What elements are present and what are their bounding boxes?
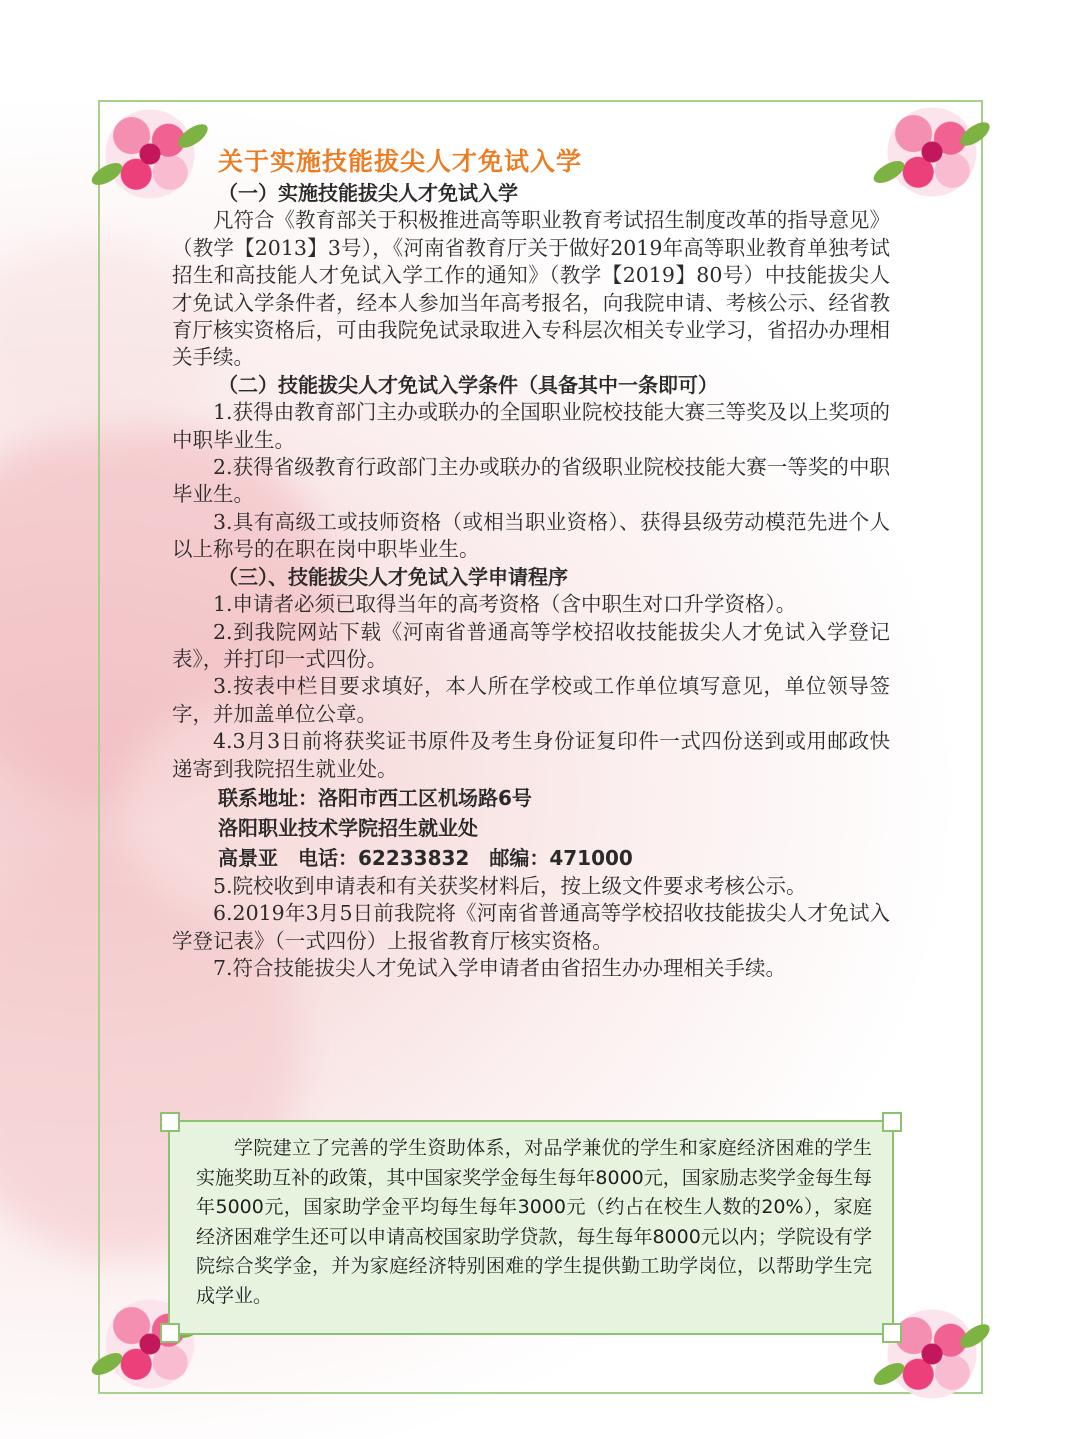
procedure-item: 3.按表中栏目要求填好，本人所在学校或工作单位填写意见，单位领导签字，并加盖单位公章。 <box>172 674 890 726</box>
section1-heading: （一）实施技能拔尖人才免试入学 <box>218 181 518 205</box>
financial-aid-box <box>168 1120 894 1335</box>
contact-person: 高景亚 电话：62233832 邮编：471000 <box>218 845 633 870</box>
rose-top-right-icon <box>886 106 978 198</box>
condition-item: 2.获得省级教育行政部门主办或联办的省级职业院校技能大赛一等奖的中职毕业生。 <box>172 455 890 507</box>
box-corner-ornament <box>882 1112 902 1132</box>
rose-bottom-right-icon <box>886 1308 978 1400</box>
contact-office: 洛阳职业技术学院招生就业处 <box>218 815 478 840</box>
section2-heading: （二）技能拔尖人才免试入学条件（具备其中一条即可） <box>218 372 718 397</box>
procedure-item: 6.2019年3月5日前我院将《河南省普通高等学校招收技能拔尖人才免试入学登记表》（一式四份）上报省教育厅核实资格。 <box>172 901 890 953</box>
procedure-item: 7.符合技能拔尖人才免试入学申请者由省招生办办理相关手续。 <box>213 956 787 981</box>
box-corner-ornament <box>160 1323 180 1343</box>
procedure-item: 1.申请者必须已取得当年的高考资格（含中职生对口升学资格）。 <box>213 592 797 617</box>
financial-aid-text: 学院建立了完善的学生资助体系，对品学兼优的学生和家庭经济困难的学生实施奖助互补的政策，其中国家奖学金每生每年8000元，国家励志奖学金每生每年5000元，国家助学金平均每生每年3000元（约占在校生人数的20%），家庭经济困难学生还可以申请高校国家助学贷款，每生每年8000元以内；学院设有学院综合奖学金，并为家庭经济特别困难的学生提供勤工助学岗位，以帮助学生完成学业。 <box>196 1137 872 1307</box>
procedure-item: 4.3月3日前将获奖证书原件及考生身份证复印件一式四份送到或用邮政快递寄到我院招生就业处。 <box>172 729 890 781</box>
procedure-item: 5.院校收到申请表和有关获奖材料后，按上级文件要求考核公示。 <box>213 873 807 898</box>
page-title: 关于实施技能拔尖人才免试入学 <box>218 147 583 176</box>
condition-item: 3.具有高级工或技师资格（或相当职业资格）、获得县级劳动模范先进个人以上称号的在职在岗中职毕业生。 <box>172 509 890 562</box>
section1-paragraph: 凡符合《教育部关于积极推进高等职业教育考试招生制度改革的指导意见》（教学【2013】3号），《河南省教育厅关于做好2019年高等职业教育单独考试招生和高技能人才免试入学工作的通知》（教学【2019】80号）中技能拔尖人才免试入学条件者，经本人参加当年高考报名，向我院申请、考核公示、经省教育厅核实资格后，可由我院免试录取进入专科层次相关专业学习，省招办办理相关手续。 <box>172 208 890 370</box>
document-body <box>172 180 890 983</box>
contact-address: 联系地址：洛阳市西工区机场路6号 <box>218 785 532 810</box>
box-corner-ornament <box>160 1112 180 1132</box>
section3-heading: （三）、技能拔尖人才免试入学申请程序 <box>218 564 568 589</box>
condition-item: 1.获得由教育部门主办或联办的全国职业院校技能大赛三等奖及以上奖项的中职毕业生。 <box>172 400 890 452</box>
box-corner-ornament <box>882 1323 902 1343</box>
procedure-item: 2.到我院网站下载《河南省普通高等学校招收技能拔尖人才免试入学登记表》，并打印一式四份。 <box>172 619 890 671</box>
